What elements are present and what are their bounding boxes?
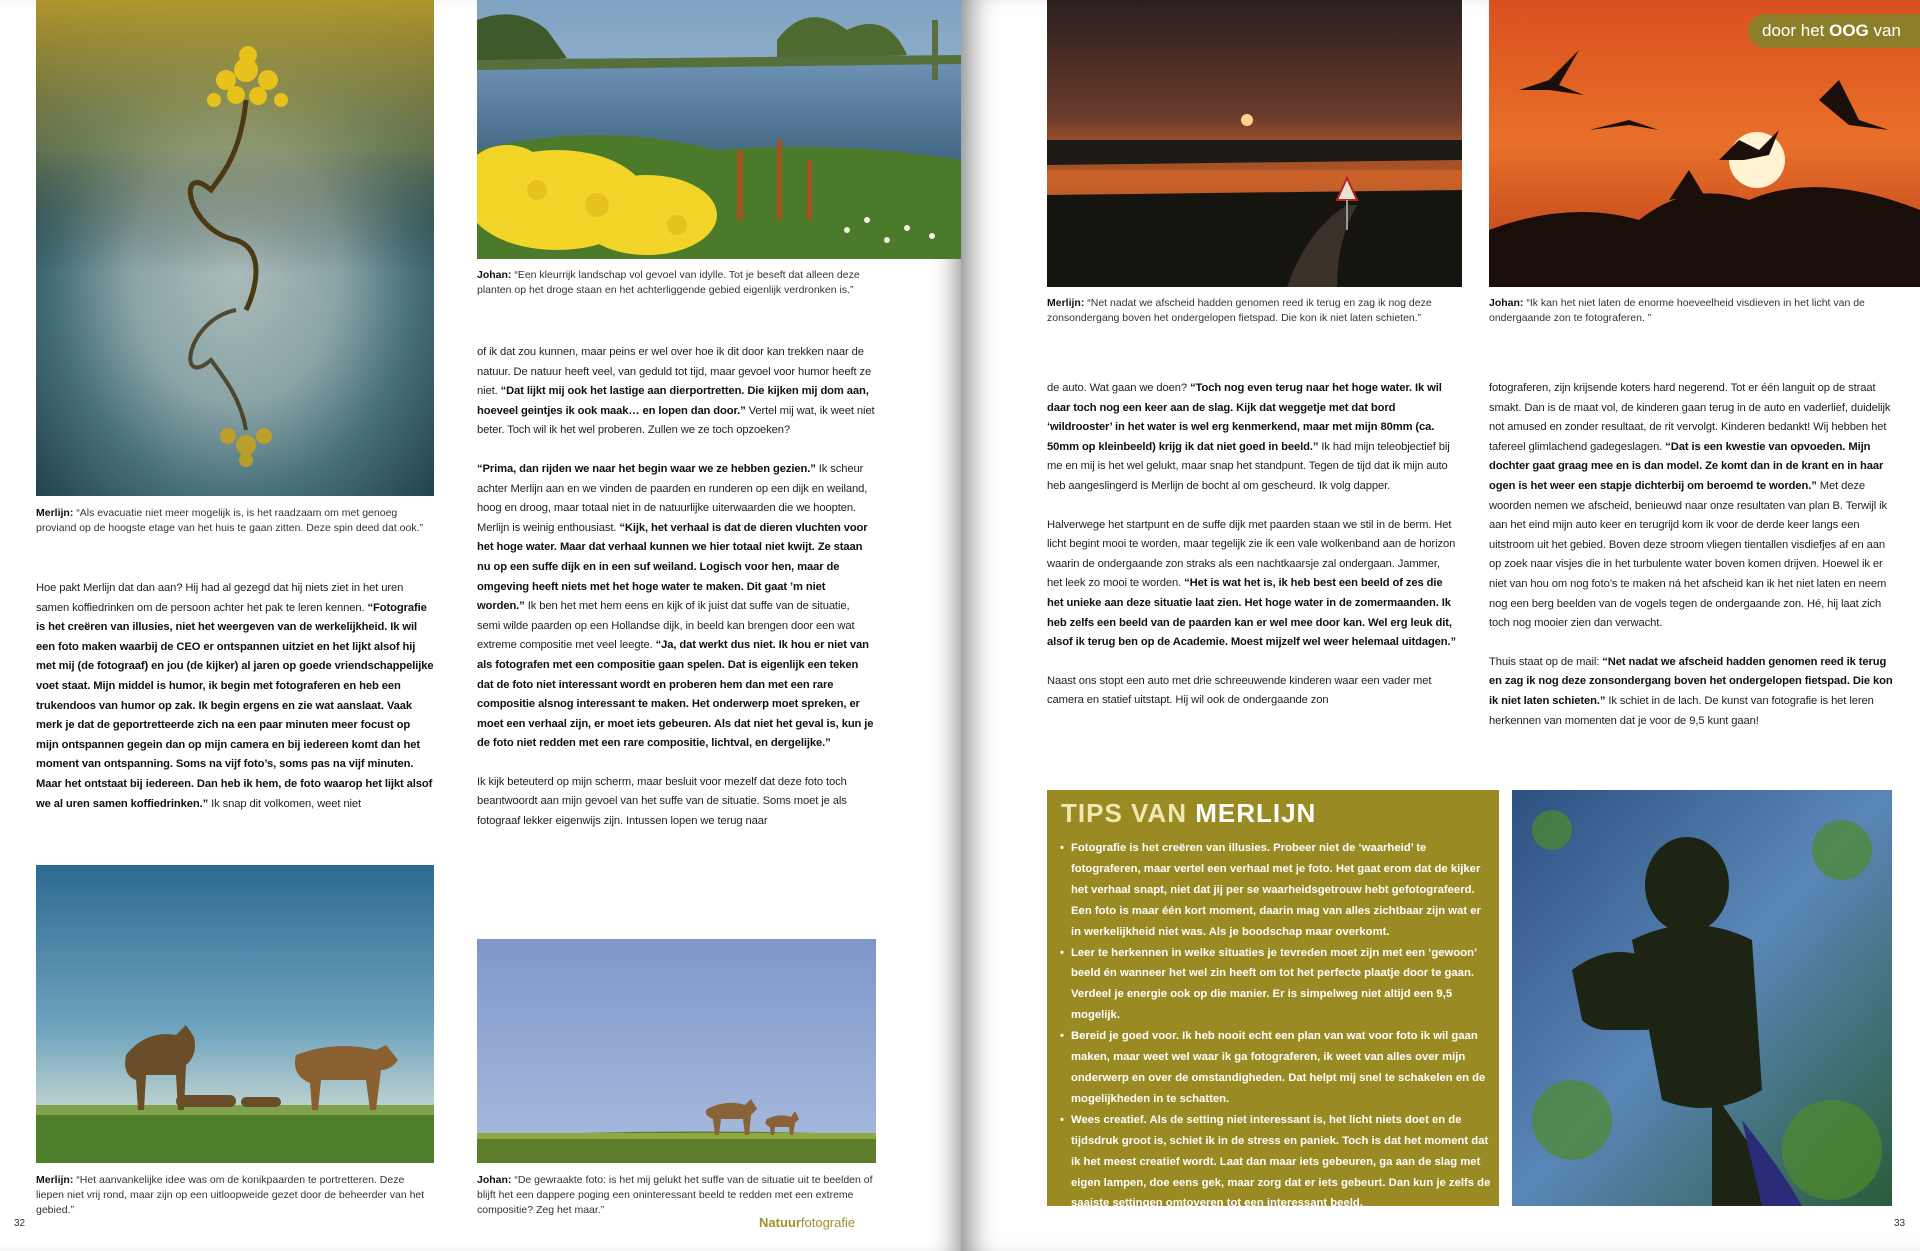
- body-text: Ik schiet in de lach. De kunst van fotografie is het leren herkennen van momenten dat je voor de 9,5 kunt gaan!: [1489, 694, 1874, 727]
- photographer-reflection-photo: [1512, 790, 1892, 1206]
- quote-text: “Dat lijkt mij ook het lastige aan dierportretten. Die kijken mij dom aan, hoeveel geintjes ik ook maak… en lopen dan door.”: [477, 385, 869, 417]
- body-text: Met deze woorden nemen we afscheid, benieuwd naar onze resultaten van plan B. Terwijl ik aan het eind mijn auto keer en terugrijd kom ik voor de derde keer langs een uitstroom uit het gebied. Boven deze stroom vliegen tientallen visdiefjes af en aan op zoek naar visjes die in het turbulente water boven komen drijven. Hoewel ik er niet van hou om nog foto’s te maken ná het afscheid kan ik het niet laten en neem nog een berg beelden van de vogels tegen de ondergaande zon. Hé, hij laat zich toch nog mooier zien dan verwacht.: [1489, 479, 1887, 630]
- quote-text: “Prima, dan rijden we naar het begin waar we ze hebben gezien.”: [477, 462, 816, 475]
- tips-list: [1059, 838, 1491, 1214]
- tips-title-a: TIPS VAN: [1061, 798, 1196, 828]
- konik-caption: [36, 1173, 426, 1218]
- body-text: Hoe pakt Merlijn dat dan aan? Hij had al gezegd dat hij niets ziet in het uren samen koffiedrinken om de persoon achter het pak te leren kennen.: [36, 582, 404, 614]
- caption-speaker: Merlijn:: [1047, 297, 1085, 309]
- sunset-bikepath-photo: [1047, 0, 1462, 287]
- section-tab-bold: OOG: [1829, 21, 1869, 40]
- spider-caption: [36, 506, 426, 536]
- right-page: [961, 0, 1920, 1251]
- quote-text: “Het is wat het is, ik heb best een beeld of zes die het unieke aan deze situatie laat zien. Het hoge water in de zomermaanden. Ik heb zelfs een beeld van de paarden kan er wel mee door kan. Wel erg leuk dit, alsof ik terug ben op de Academie. Moest mijzelf wel weer helemaal uitdagen.”: [1047, 577, 1457, 649]
- article-column-2: [477, 343, 875, 851]
- article-column-3: [1047, 379, 1457, 730]
- quote-text: “Ja, dat werkt dus niet. Ik hou er niet van als fotografen met een compositie gaan spelen. Dat is eigenlijk een teken dat de foto niet interessant wordt en proberen hem dan met een rare compositie alsnog interessant te maken. Het onderwerp moet spreken, er moet een verhaal zijn, er moet iets gebeuren. Als dat niet het geval is, kun je de foto niet redden met een rare compositie, lichtval, en dergelijke.”: [477, 639, 874, 750]
- konik-horses-photo: [36, 865, 434, 1163]
- body-text: Ik kijk beteuterd op mijn scherm, maar besluit voor mezelf dat deze foto toch beantwoordt aan mijn gevoel van het suffe van de situatie. Soms moet je als fotograaf lekker eigenwijs zijn. Intussen lopen we terug naar: [477, 775, 847, 828]
- caption-text: “De gewraakte foto: is het mij gelukt het suffe van de situatie uit te beelden of blijft het een dappere poging een oninteressant beeld te redden met een extreme compositie? Zeg het maar.”: [477, 1174, 873, 1216]
- spider-flower-photo: [36, 0, 434, 496]
- body-text: Ik scheur achter Merlijn aan en we vinden de paarden en runderen op een dijk en weiland, hoog en droog, maar totaal niet in de natuurlijke uiterwaarden die we hoopten. Merlijn is weinig enthousiast.: [477, 462, 868, 534]
- caption-text: “Net nadat we afscheid hadden genomen reed ik terug en zag ik nog deze zonsondergang boven het ondergelopen fietspad. Die kon ik niet laten schieten.”: [1047, 297, 1432, 324]
- tips-box: [1047, 790, 1499, 1210]
- caption-text: “Het aanvankelijke idee was om de konikpaarden te portretteren. Deze liepen niet vrij rond, maar zijn op een uitloopweide gezet door de beheerder van het gebied.”: [36, 1174, 425, 1216]
- body-text: Thuis staat op de mail:: [1489, 655, 1603, 668]
- tip-item: • Bereid je goed voor. Ik heb nooit echt een plan van wat voor foto ik wil gaan maken, maar weet wel waar ik ga fotograferen, ik weet van alles over mijn onderwerp en over de omstandigheden. Dat helpt mij snel te schakelen en de mogelijkheden in te schatten.: [1071, 1026, 1491, 1110]
- dike-horses-caption: [477, 1173, 887, 1218]
- caption-speaker: Johan:: [1489, 297, 1524, 309]
- tip-item: • Wees creatief. Als de setting niet interessant is, het licht niets doet en de tijdsdruk groot is, schiet ik in de stress en paniek. Toch is dat het moment dat ik het meest creatief wordt. Laat dan maar iets gebeuren, ga aan de slag met eigen lampen, doe eens gek, maar zorg dat er iets gebeurt. Dan kun je zelfs de saaiste settingen omtoveren tot een interessant beeld.: [1071, 1110, 1491, 1215]
- landscape-caption: [477, 268, 877, 298]
- body-text: Ik ben het met hem eens en kijk of ik juist dat suffe van de situatie, semi wilde paarden op een Hollandse dijk, in beeld kan brengen door een wat extreme compositie met veel leegte.: [477, 600, 855, 652]
- body-text: of ik dat zou kunnen, maar peins er wel over hoe ik dit door kan trekken naar de natuur. De natuur heeft veel, van geduld tot tijd, maar gevoel voor humor heeft ze niet.: [477, 346, 872, 398]
- quote-text: “Fotografie is het creëren van illusies, niet het weergeven van de werkelijkheid. Ik wil een foto maken waarbij de CEO er ontspannen uitziet en het lijkt alsof hij met mij (de fotograaf) en jou (de kijker) al jaren op goede vriendschappelijke voet staat. Mijn middel is humor, ik begin met fotograferen en heb een trukendoos van humor op zak. Ik begin ergens en zie wat aanslaat. Vaak merk je dat de geportretteerde zich na een paar minuten meer focust op mijn ontspannen gegein dan op mijn camera en bij iedereen komt dan het moment van ontspanning. Soms na vijf foto’s, soms pas na vijf minuten. Maar het ontstaat bij iedereen. Dan heb ik hem, de foto waarop het lijkt alsof we al uren samen koffiedrinken.”: [36, 601, 434, 810]
- landscape-photo: [477, 0, 961, 259]
- body-text: Naast ons stopt een auto met drie schreeuwende kinderen waar een vader met camera en statief uitstapt. Hij wil ook de ondergaande zon: [1047, 674, 1432, 707]
- page-number-right: 33: [1894, 1218, 1906, 1229]
- tip-item: • Leer te herkennen in welke situaties je tevreden moet zijn met een ‘gewoon’ beeld én wanneer het wel zin heeft om tot het perfecte plaatje door te gaan. Verdeel je energie ook op die manier. Er is simpelweg niet altijd een 9,5 mogelijk.: [1071, 943, 1491, 1027]
- caption-speaker: Johan:: [477, 1174, 512, 1186]
- tips-title: [1061, 798, 1316, 829]
- section-tab: [1748, 14, 1920, 48]
- brand-part-b: fotografie: [800, 1215, 856, 1230]
- tips-title-b: MERLIJN: [1195, 798, 1317, 828]
- section-tab-pre: door het: [1762, 21, 1830, 40]
- horses-on-dike-photo: [477, 939, 876, 1163]
- magazine-brand: [759, 1215, 855, 1230]
- body-text: Halverwege het startpunt en de suffe dijk met paarden staan we stil in de berm. Het licht begint mooi te worden, maar tegelijk zie ik een vale wolkenband aan de horizon waarin de ondergaande zon straks als een nachtkaarsje zal ondergaan. Jammer, het leek zo mooi te worden.: [1047, 518, 1456, 590]
- quote-text: “Net nadat we afscheid hadden genomen reed ik terug en zag ik nog deze zonsondergang boven het ondergelopen fietspad. Die kon ik niet laten schieten.”: [1489, 655, 1893, 707]
- caption-speaker: Merlijn:: [36, 1174, 74, 1186]
- caption-speaker: Johan:: [477, 269, 512, 281]
- article-column-1: [36, 579, 434, 833]
- body-text: Vertel mij wat, ik weet niet beter. Toch wil ik het wel proberen. Zullen we ze toch opzoeken?: [477, 404, 875, 437]
- caption-text: “Een kleurrijk landschap vol gevoel van idylle. Tot je beseft dat alleen deze planten op het droge staan en het achterliggende gebied eigenlijk verdronken is.”: [477, 269, 860, 296]
- body-text: Ik snap dit volkomen, weet niet: [208, 797, 362, 810]
- section-tab-post: van: [1868, 21, 1901, 40]
- page-number-left: 32: [14, 1218, 26, 1229]
- caption-text: “Ik kan het niet laten de enorme hoeveelheid visdieven in het licht van de ondergaande zon te fotograferen. ”: [1489, 297, 1865, 324]
- tip-item: • Fotografie is het creëren van illusies. Probeer niet de ‘waarheid’ te fotograferen, maar vertel een verhaal met je foto. Het gaat erom dat de kijker het verhaal snapt, niet dat jij per se waarheidsgetrouw hebt gefotografeerd. Een foto is maar één kort moment, daarin mag van alles zichtbaar zijn wat er in werkelijkheid niet was. Als je boodschap maar overkomt.: [1071, 838, 1491, 943]
- body-text: de auto. Wat gaan we doen?: [1047, 382, 1191, 394]
- quote-text: “Kijk, het verhaal is dat de dieren vluchten voor het hoge water. Maar dat verhaal kunnen we hier totaal niet kwijt. Ze staan nu op een suffe dijk en in een suf weiland. Logisch voor hen, maar de omgeving heeft niets met het hoge water te maken. Dit gaat ’m niet worden.”: [477, 521, 868, 613]
- brand-part-a: Natuur: [759, 1215, 801, 1230]
- caption-text: “Als evacuatie niet meer mogelijk is, is het raadzaam om met genoeg proviand op de hoogste etage van het huis te gaan zitten. Deze spin deed dat ook.”: [36, 507, 424, 534]
- sunset-caption: [1047, 296, 1447, 326]
- quote-text: “Dat is een kwestie van opvoeden. Mijn dochter gaat graag mee en is dan model. Ze komt dan in de krant en in haar ogen is het weer een stapje dichterbij om beroemd te worden.”: [1489, 440, 1884, 492]
- body-text: fotograferen, zijn krijsende koters hard negerend. Tot er één languit op de straat smakt. Dan is de maat vol, de kinderen gaan terug in de auto en vaderlief, duidelijk not amused en zonder resultaat, de rit vervolgt. Kinderen bedankt! Wij hebben het tafereel glimlachend gadegeslagen.: [1489, 382, 1891, 453]
- article-column-4: [1489, 379, 1899, 750]
- quote-text: “Toch nog even terug naar het hoge water. Ik wil daar toch nog een keer aan de slag. Kijk dat weggetje met dat bord ‘wildrooster’ in het water is wel erg kenmerkend, maar met mijn 80mm (ca. 50mm op kleinbeeld) krijg ik dat niet goed in beeld.”: [1047, 382, 1442, 453]
- caption-speaker: Merlijn:: [36, 507, 74, 519]
- terns-caption: [1489, 296, 1899, 326]
- body-text: Ik had mijn teleobjectief bij me en mij is het wel gelukt, maar snap het standpunt. Tegen de tijd dat ik mijn auto heb aangeslingerd is Merlijn de bocht al om gescheurd. Ik volg dapper.: [1047, 440, 1450, 492]
